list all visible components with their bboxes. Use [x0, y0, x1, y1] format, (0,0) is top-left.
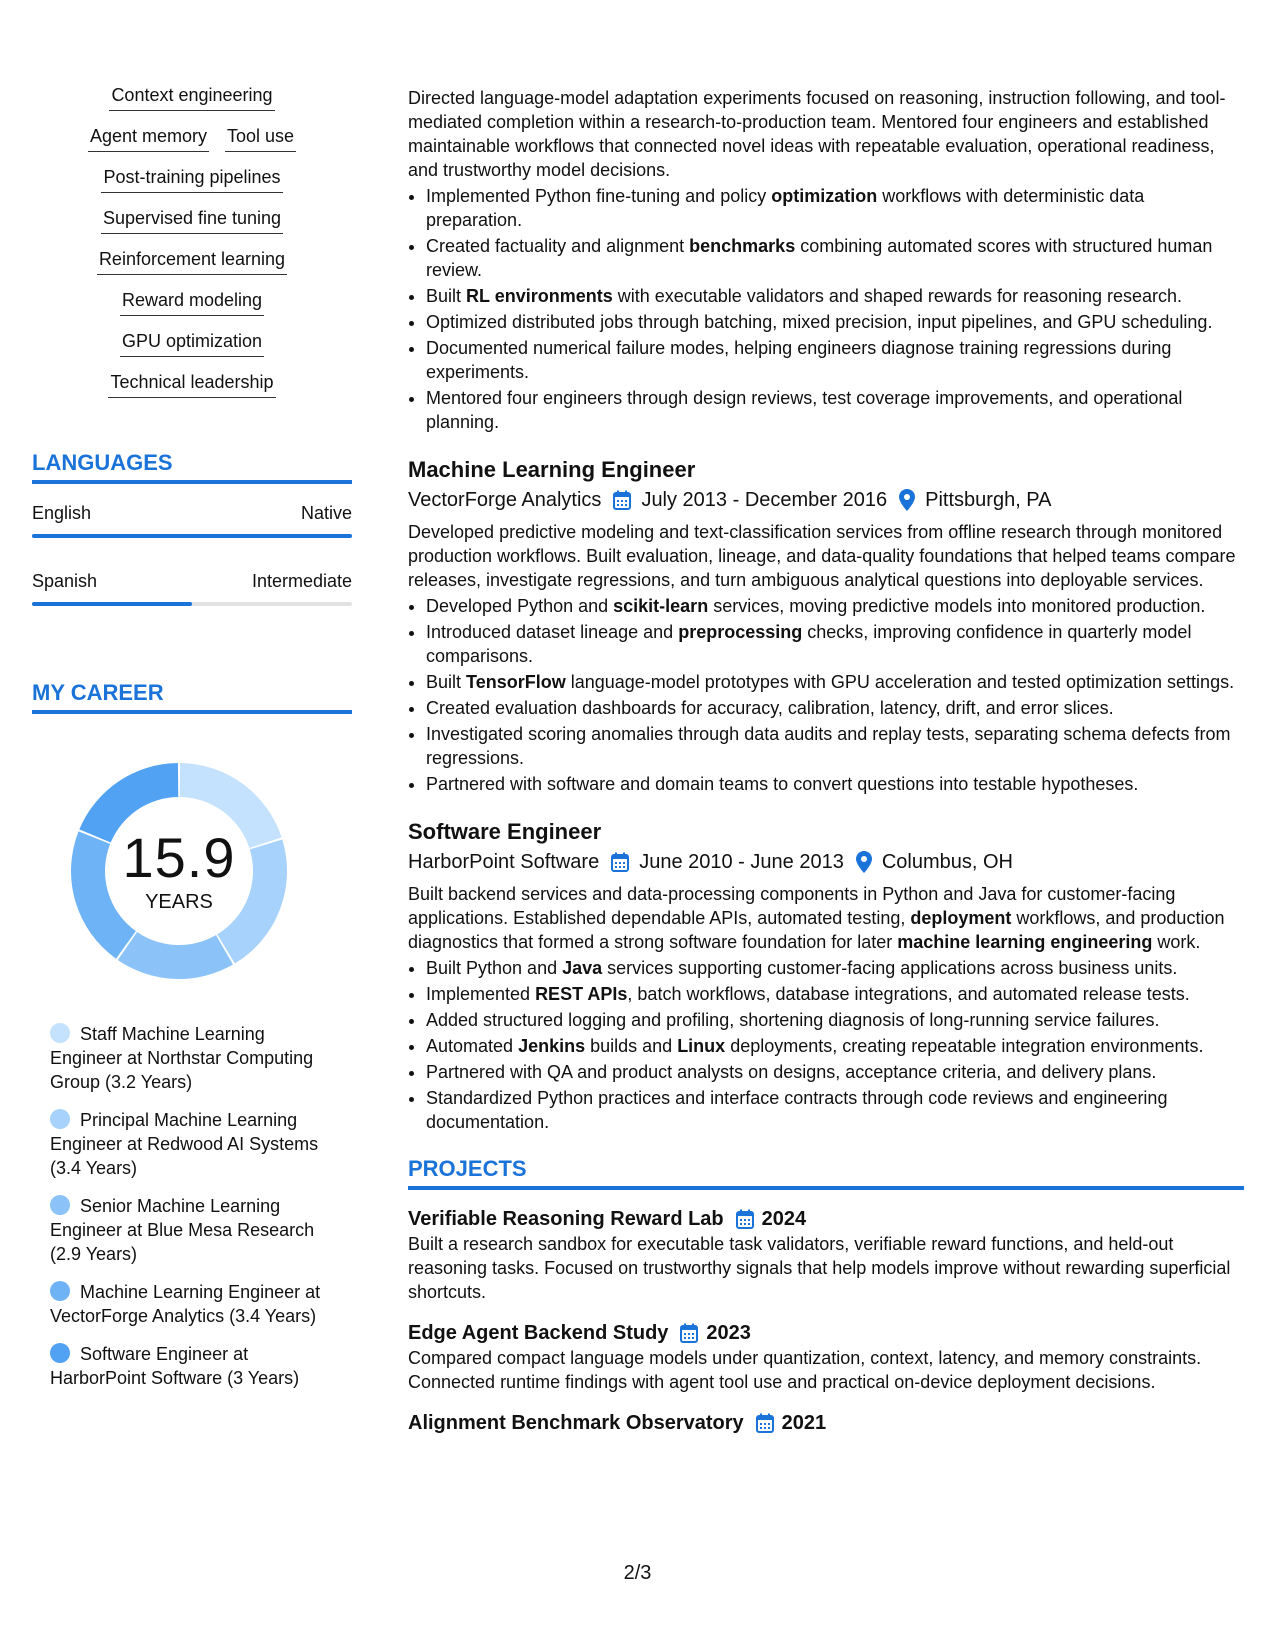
bullet-text: checks, improving confidence in quarterly model comparisons. [426, 622, 1192, 666]
bullet-text: with executable validators and shaped rewards for reasoning research. [612, 286, 1183, 306]
skill-tag: Context engineering [109, 84, 274, 111]
summary-bold: machine learning engineering [897, 932, 1153, 952]
legend-item [50, 1342, 330, 1390]
skill-tag: Post-training pipelines [101, 166, 282, 193]
job-summary [408, 882, 1244, 954]
project-name: Alignment Benchmark Observatory [408, 1412, 744, 1434]
projects-title: PROJECTS [408, 1156, 1244, 1190]
languages-section [32, 450, 352, 606]
bullet-text: Mentored four engineers through design reviews, test coverage improvements, and operational planning. [426, 388, 1183, 432]
project-description: Built a research sandbox for executable task validators, verifiable reward functions, and held-out reasoning tasks. Focused on trustworthy signals that help models improve without rewarding superficial shortcuts. [408, 1234, 1231, 1302]
job-title: Machine Learning Engineer [408, 457, 696, 482]
bullet-text: Optimized distributed jobs through batching, mixed precision, input pipelines, and GPU scheduling. [426, 312, 1213, 332]
bullet-bold: RL environments [466, 286, 613, 306]
page-number: 2/3 [623, 1562, 652, 1584]
skill-row [120, 289, 264, 316]
bullet-item [426, 670, 1244, 694]
legend-item [50, 1022, 330, 1094]
bullet-text: builds and [585, 1036, 678, 1056]
bullet-text: Automated [426, 1036, 519, 1056]
summary-bold: deployment [910, 908, 1012, 928]
calendar-icon [756, 1413, 774, 1433]
bullet-text: workflows with deterministic data preparation. [426, 186, 1145, 230]
career-legend [32, 1022, 330, 1390]
bullet-item [426, 1086, 1244, 1134]
projects-section [408, 1156, 1244, 1436]
bullet-bold: optimization [771, 186, 878, 206]
bullet-text: Implemented [426, 984, 536, 1004]
job-dates: June 2010 - June 2013 [639, 851, 844, 873]
location-pin-icon [899, 489, 915, 511]
years-label: YEARS [145, 891, 213, 913]
summary-text: work. [1152, 932, 1201, 952]
job-summary: Developed predictive modeling and text-classification services from offline research through monitored production workflows. Built evaluation, lineage, and data-quality foundations that helped teams compare releases, investigate regressions, and turn ambiguous analytical questions into deployable services. [408, 522, 1236, 590]
bullet-text: Developed Python and [426, 596, 614, 616]
bullet-item [426, 620, 1244, 668]
language-name: English [32, 503, 92, 523]
legend-item [50, 1194, 330, 1266]
calendar-icon [736, 1209, 754, 1229]
sidebar [32, 84, 352, 1404]
bullet-item [426, 184, 1244, 232]
bullet-text: Documented numerical failure modes, helping engineers diagnose training regressions during experiments. [426, 338, 1172, 382]
job-summary: Directed language-model adaptation experiments focused on reasoning, instruction following, and tool-mediated completion within a research-to-production team. Mentored four engineers and established maintainable workflows that connected novel ideas with repeatable evaluation, operational readiness, and trustworthy model decisions. [408, 88, 1226, 180]
total-years: 15.9 [122, 826, 236, 889]
legend-dot [50, 1195, 70, 1215]
skill-tag: Agent memory [88, 125, 209, 152]
donut-center [64, 756, 294, 986]
skill-tag: Reward modeling [120, 289, 264, 316]
bullet-text: Built Python and [426, 958, 563, 978]
bullet-text: combining automated scores with structured human review. [426, 236, 1213, 280]
bullet-text: , batch workflows, database integrations, and automated release tests. [627, 984, 1190, 1004]
bullet-text: Created evaluation dashboards for accuracy, calibration, latency, drift, and error slices. [426, 698, 1114, 718]
legend-dot [50, 1281, 70, 1301]
career-donut-chart [64, 756, 294, 986]
bullet-bold: Java [562, 958, 603, 978]
project-year: 2021 [781, 1412, 827, 1434]
bullet-text: Introduced dataset lineage and [426, 622, 679, 642]
bullet-item [426, 696, 1244, 720]
language-bar [32, 534, 352, 538]
language-row [32, 570, 352, 592]
bullet-item [426, 386, 1244, 434]
bullet-text: Implemented Python fine-tuning and policy [426, 186, 772, 206]
skill-tag: Technical leadership [108, 371, 275, 398]
career-section [32, 680, 352, 1390]
bullet-text: services, moving predictive models into monitored production. [708, 596, 1206, 616]
language-bar-fill [32, 534, 352, 538]
main-content [408, 86, 1244, 1436]
skill-tag: Supervised fine tuning [101, 207, 283, 234]
skill-row [109, 84, 274, 111]
legend-label: Machine Learning Engineer at VectorForge Analytics (3.4 Years) [50, 1282, 321, 1326]
bullet-bold: benchmarks [689, 236, 796, 256]
bullet-item [426, 772, 1244, 796]
bullet-text: Standardized Python practices and interface contracts through code reviews and engineering documentation. [426, 1088, 1168, 1132]
project-year: 2024 [761, 1208, 807, 1230]
bullet-item [426, 1034, 1244, 1058]
project-name: Edge Agent Backend Study [408, 1322, 669, 1344]
skills-list [32, 84, 352, 412]
bullet-text: Partnered with software and domain teams to convert questions into testable hypotheses. [426, 774, 1139, 794]
job-meta [408, 848, 1244, 876]
bullet-text: Created factuality and alignment [426, 236, 690, 256]
bullet-text: language-model prototypes with GPU acceleration and tested optimization settings. [565, 672, 1235, 692]
legend-label: Senior Machine Learning Engineer at Blue Mesa Research (2.9 Years) [50, 1196, 315, 1264]
location-pin-icon [856, 851, 872, 873]
bullet-item [426, 722, 1244, 770]
projects-list [408, 1206, 1244, 1436]
language-bar-fill [32, 602, 192, 606]
legend-item [50, 1280, 330, 1328]
skill-row [101, 166, 282, 193]
legend-dot [50, 1023, 70, 1043]
project-name: Verifiable Reasoning Reward Lab [408, 1208, 724, 1230]
bullet-bold: scikit-learn [613, 596, 709, 616]
legend-label: Principal Machine Learning Engineer at Redwood AI Systems (3.4 Years) [50, 1110, 319, 1178]
bullet-item [426, 234, 1244, 282]
bullet-bold: REST APIs [535, 984, 628, 1004]
skill-row [88, 125, 296, 152]
bullet-item [426, 982, 1244, 1006]
calendar-icon [680, 1323, 698, 1343]
bullet-item [426, 336, 1244, 384]
bullet-text: services supporting customer-facing applications across business units. [602, 958, 1178, 978]
language-level: Native [300, 503, 352, 523]
bullet-text: Partnered with QA and product analysts on designs, acceptance criteria, and delivery plans. [426, 1062, 1157, 1082]
bullet-text: Built [426, 672, 467, 692]
project-title-row [408, 1320, 1244, 1346]
skill-row [97, 248, 287, 275]
bullet-text: Added structured logging and profiling, shortening diagnosis of long-running service failures. [426, 1010, 1160, 1030]
legend-item [50, 1108, 330, 1180]
project-title-row [408, 1410, 1244, 1436]
calendar-icon [613, 490, 631, 510]
job-title: Software Engineer [408, 819, 602, 844]
legend-dot [50, 1109, 70, 1129]
bullet-item [426, 594, 1244, 618]
company-name: HarborPoint Software [408, 851, 600, 873]
job-bullets [408, 184, 1244, 434]
language-level: Intermediate [251, 571, 352, 591]
project-year: 2023 [706, 1322, 751, 1344]
skill-tag: Tool use [225, 125, 296, 152]
bullet-item [426, 1060, 1244, 1084]
legend-label: Staff Machine Learning Engineer at Northstar Computing Group (3.2 Years) [50, 1024, 314, 1092]
bullet-bold: preprocessing [678, 622, 803, 642]
calendar-icon [611, 852, 629, 872]
skill-tag: GPU optimization [120, 330, 264, 357]
summary-text: workflows, and production diagnostics that formed a strong software foundation for later [408, 908, 1225, 952]
legend-label: Software Engineer at HarborPoint Software (3 Years) [50, 1344, 300, 1388]
language-bar [32, 602, 352, 606]
skill-row [108, 371, 275, 398]
legend-dot [50, 1343, 70, 1363]
job-dates: July 2013 - December 2016 [641, 489, 888, 511]
bullet-item [426, 956, 1244, 980]
job-bullets [408, 956, 1244, 1134]
project-title-row [408, 1206, 1244, 1232]
bullet-text: Built [426, 286, 467, 306]
skill-tag: Reinforcement learning [97, 248, 287, 275]
bullet-text: Investigated scoring anomalies through data audits and replay tests, separating schema defects from regressions. [426, 724, 1231, 768]
bullet-bold: TensorFlow [466, 672, 566, 692]
skill-row [101, 207, 283, 234]
project-description: Compared compact language models under quantization, context, latency, and memory constraints. Connected runtime findings with agent tool use and practical on-device deployment decisions. [408, 1348, 1202, 1392]
job-location: Columbus, OH [881, 851, 1013, 873]
company-name: VectorForge Analytics [408, 489, 602, 511]
language-row [32, 502, 352, 524]
languages-title: LANGUAGES [32, 450, 352, 484]
skill-row [120, 330, 264, 357]
job-bullets [408, 594, 1244, 796]
bullet-item [426, 284, 1244, 308]
summary-text: Built backend services and data-processing components in Python and Java for customer-facing applications. Established dependable APIs, automated testing, [408, 884, 1176, 928]
bullet-item [426, 310, 1244, 334]
career-title: MY CAREER [32, 680, 352, 714]
bullet-bold: Linux [677, 1036, 726, 1056]
job-meta [408, 486, 1244, 514]
language-name: Spanish [32, 571, 98, 591]
bullet-bold: Jenkins [518, 1036, 586, 1056]
job-location: Pittsburgh, PA [925, 489, 1052, 511]
bullet-text: deployments, creating repeatable integration environments. [725, 1036, 1204, 1056]
bullet-item [426, 1008, 1244, 1032]
